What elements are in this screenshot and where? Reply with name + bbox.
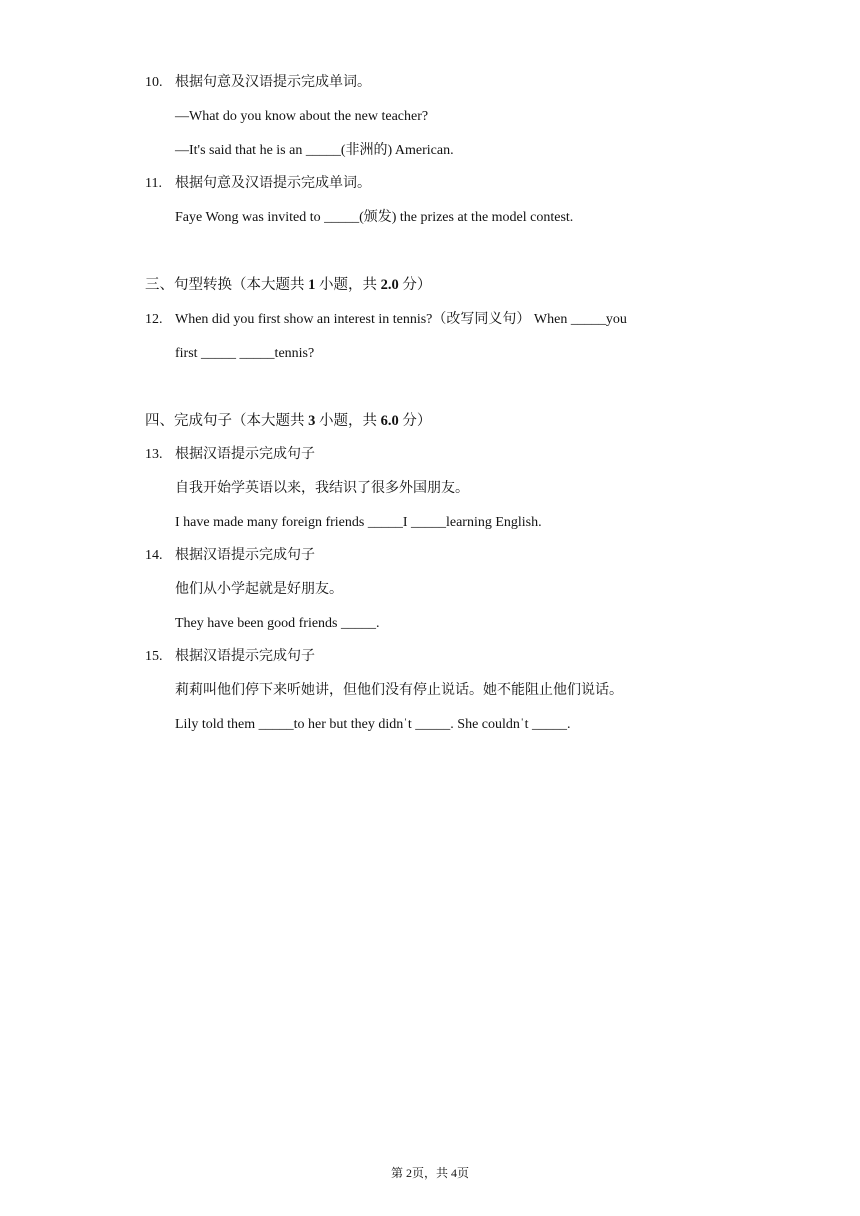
question-10-prompt: 根据句意及汉语提示完成单词。: [175, 75, 371, 90]
section-4-score: 6.0: [380, 413, 399, 429]
question-13-number: 13.: [145, 447, 163, 462]
question-12-number: 12.: [145, 312, 163, 327]
question-11-number: 11.: [145, 176, 162, 191]
question-15-number: 15.: [145, 649, 163, 664]
section-4-middle: 小题，共: [315, 413, 381, 429]
question-12-line-2: first _____ _____tennis?: [175, 346, 315, 361]
question-15-english: Lily told them _____to her but they didnˈt _____. She couldnˈt _____.: [175, 717, 571, 732]
page-footer: 第 2页，共 4页: [390, 1166, 469, 1180]
section-4-count: 3: [308, 413, 316, 429]
question-14-prompt: 根据汉语提示完成句子: [175, 548, 315, 563]
question-13-prompt: 根据汉语提示完成句子: [175, 447, 315, 462]
section-3-score: 2.0: [380, 277, 399, 293]
question-10-line-1: —What do you know about the new teacher?: [175, 109, 429, 124]
section-3-count: 1: [308, 277, 316, 293]
section-4-heading: [145, 412, 431, 430]
question-15-chinese: 莉莉叫他们停下来听她讲，但他们没有停止说话。她不能阻止他们说话。: [175, 683, 623, 698]
question-13-english: I have made many foreign friends _____I _____learning English.: [175, 515, 542, 530]
section-4-suffix: 分）: [398, 413, 432, 429]
section-3-heading: [145, 276, 431, 294]
question-11-line-1: Faye Wong was invited to _____(颁发) the prizes at the model contest.: [175, 210, 574, 225]
question-11-prompt: 根据句意及汉语提示完成单词。: [175, 176, 371, 191]
question-12-line-1: When did you first show an interest in tennis?（改写同义句） When _____you: [175, 312, 627, 327]
question-14-number: 14.: [145, 548, 163, 563]
section-3-suffix: 分）: [398, 277, 432, 293]
question-14-chinese: 他们从小学起就是好朋友。: [175, 582, 343, 597]
question-10-line-2: —It's said that he is an _____(非洲的) American.: [175, 143, 454, 158]
section-4-prefix: 四、完成句子（本大题共: [145, 413, 309, 429]
question-10-number: 10.: [145, 75, 163, 90]
section-3-middle: 小题，共: [315, 277, 381, 293]
question-13-chinese: 自我开始学英语以来，我结识了很多外国朋友。: [175, 481, 469, 496]
section-3-prefix: 三、句型转换（本大题共: [145, 277, 309, 293]
question-14-english: They have been good friends _____.: [175, 616, 380, 631]
question-15-prompt: 根据汉语提示完成句子: [175, 649, 315, 664]
